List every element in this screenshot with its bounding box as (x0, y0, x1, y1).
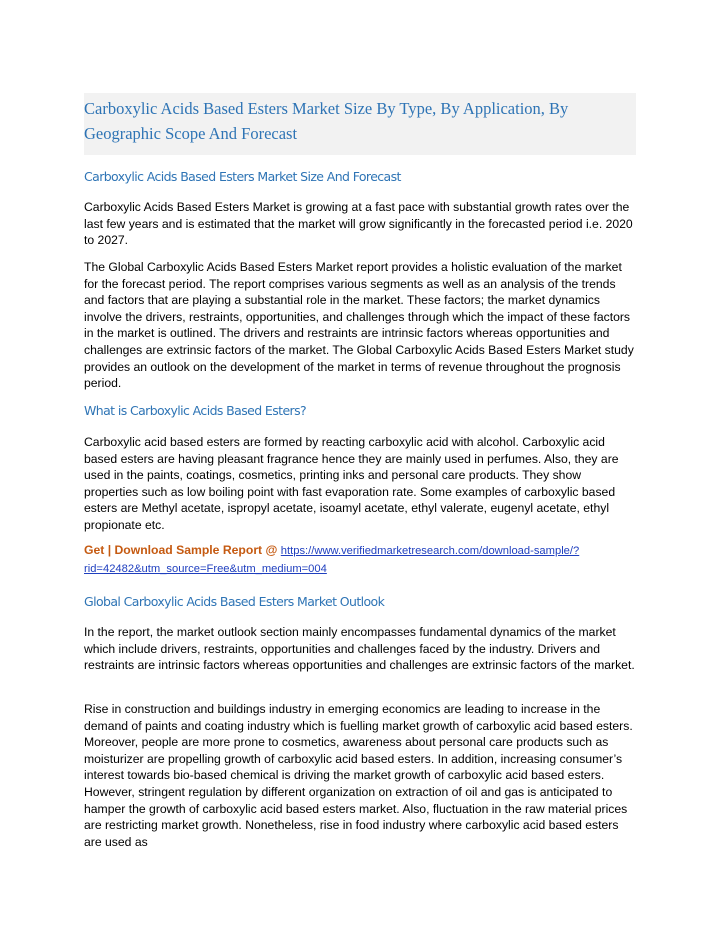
document-title: Carboxylic Acids Based Esters Market Size By Type, By Application, By Geographic Scope And Forecast (84, 99, 569, 143)
paragraph-market-drivers: Rise in construction and buildings industry in emerging economics are leading to increase in the demand of paints and coating industry which is fuelling market growth of carboxylic acid based esters. Moreover, people are more prone to cosmetics, awareness about personal care products such as moisturizer are propelling growth of carboxylic acid based esters. In addition, increasing consumer’s interest towards bio-based chemical is driving the market growth of carboxylic acid based esters. However, stringent regulation by different organization on extraction of oil and gas is anticipated to hamper the growth of carboxylic acid based esters market. Also, fluctuation in the raw material prices are restricting market growth. Nonetheless, rise in food industry where carboxylic acid based esters are used as (84, 702, 633, 849)
paragraph-definition: Carboxylic acid based esters are formed by reacting carboxylic acid with alcohol. Carboxylic acid based esters are having pleasant fragrance hence they are mainly used in perfumes. Also, they are used in the paints, coatings, cosmetics, printing inks and personal care products. They show properties such as low boiling point with fast evaporation rate. Some examples of carboxylic based esters are Methyl acetate, ispropyl acetate, isoamyl acetate, ethyl valerate, eugenyl acetate, ethyl propionate etc. (84, 435, 619, 532)
paragraph-report-overview: The Global Carboxylic Acids Based Esters Market report provides a holistic evaluation of the market for the forecast period. The report comprises various segments as well as an analysis of the trends and factors that are playing a substantial role in the market. These factors; the market dynamics involve the drivers, restraints, opportunities, and challenges through which the impact of these factors in the market is outlined. The drivers and restraints are intrinsic factors whereas opportunities and challenges are extrinsic factors of the market. The Global Carboxylic Acids Based Esters Market study provides an outlook on the development of the market in terms of revenue throughout the prognosis period. (84, 260, 634, 391)
download-sample-line (84, 542, 636, 577)
paragraph-market-growth: Carboxylic Acids Based Esters Market is growing at a fast pace with substantial growth rates over the last few years and is estimated that the market will grow significantly in the forecasted period i.e. 2020 to 2027. (84, 200, 633, 248)
paragraph-outlook-intro: In the report, the market outlook section mainly encompasses fundamental dynamics of the market which include drivers, restraints, opportunities and challenges faced by the industry. Drivers and restraints are intrinsic factors whereas opportunities and challenges are extrinsic factors of the market. (84, 625, 635, 673)
section-heading-outlook: Global Carboxylic Acids Based Esters Market Outlook (84, 594, 385, 609)
section-heading-market-size: Carboxylic Acids Based Esters Market Size And Forecast (84, 169, 401, 184)
section-heading-what-is: What is Carboxylic Acids Based Esters? (84, 403, 307, 418)
download-sample-link[interactable]: https://www.verifiedmarketresearch.com/download-sample/?rid=42482&utm_source=Free&utm_medium=004 (84, 545, 580, 575)
download-sample-label: Get | Download Sample Report @ (84, 543, 278, 557)
